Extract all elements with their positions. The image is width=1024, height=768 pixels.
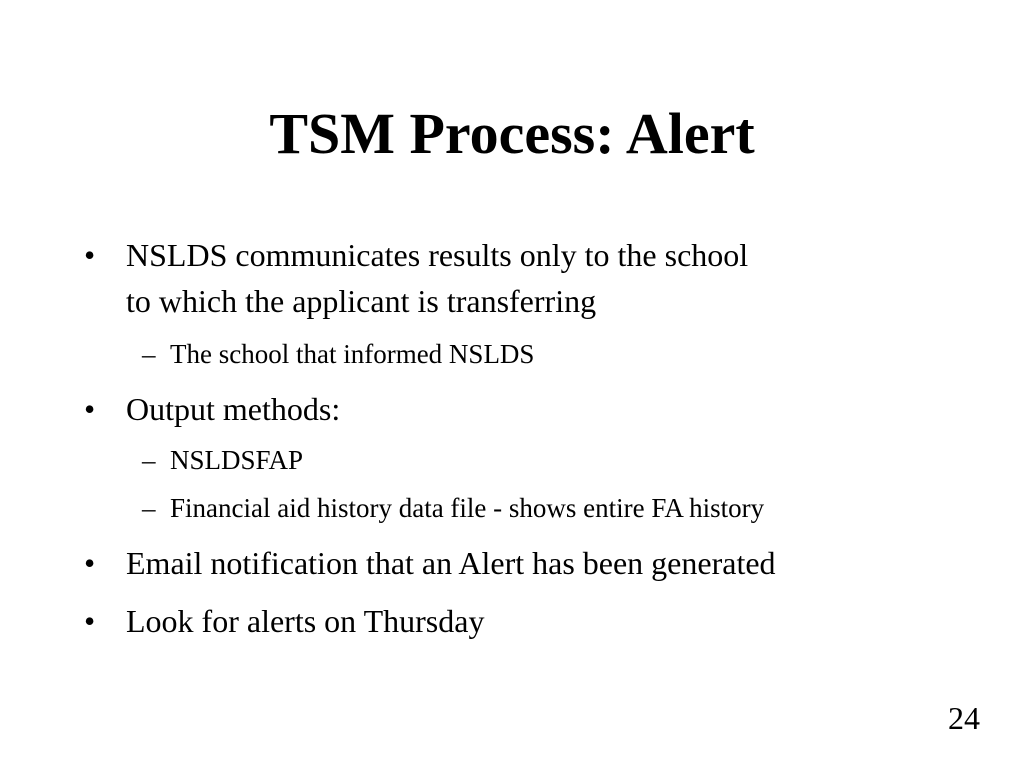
bullet-item xyxy=(84,598,484,644)
bullet-text: Look for alerts on Thursday xyxy=(126,603,485,639)
sub-bullet-text: Financial aid history data file - shows entire FA history xyxy=(170,493,765,523)
bullet-marker: • xyxy=(84,603,96,639)
bullet-text: Email notification that an Alert has been generated xyxy=(126,545,776,581)
sub-bullet-text: The school that informed NSLDS xyxy=(170,339,535,369)
bullet-marker: • xyxy=(84,545,96,581)
bullet-marker: • xyxy=(84,237,96,273)
sub-bullet-marker: – xyxy=(142,445,156,475)
bullet-item xyxy=(84,386,340,432)
sub-bullet-marker: – xyxy=(142,339,156,369)
bullet-text: NSLDS communicates results only to the school to which the applicant is transferring xyxy=(126,237,749,319)
sub-bullet-text: NSLDSFAP xyxy=(170,445,304,475)
slide-title: TSM Process: Alert xyxy=(269,101,755,166)
bullet-text: Output methods: xyxy=(126,391,341,427)
sub-bullet-item xyxy=(142,442,303,478)
bullet-marker: • xyxy=(84,391,96,427)
sub-bullet-item xyxy=(142,336,534,372)
bullet-item xyxy=(84,232,748,324)
bullet-item xyxy=(84,540,776,586)
page-number: 24 xyxy=(948,700,980,736)
sub-bullet-marker: – xyxy=(142,493,156,523)
sub-bullet-item xyxy=(142,490,764,526)
